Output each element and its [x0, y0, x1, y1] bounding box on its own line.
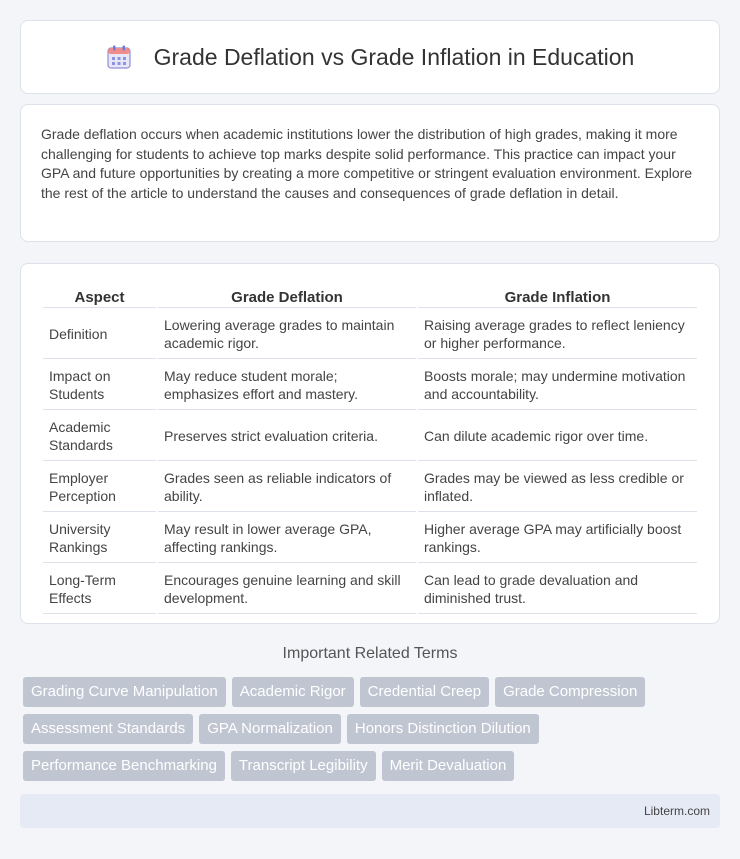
table-row	[43, 463, 697, 512]
cell-inflation: Raising average grades to reflect leniency or higher performance.	[418, 310, 697, 359]
cell-deflation: Preserves strict evaluation criteria.	[158, 412, 416, 461]
calendar-icon	[106, 44, 132, 70]
header-aspect: Aspect	[43, 286, 156, 308]
related-term-tag[interactable]: Merit Devaluation	[382, 751, 515, 781]
table-row	[43, 565, 697, 614]
related-term-tag[interactable]: Honors Distinction Dilution	[347, 714, 539, 744]
header-grade-deflation: Grade Deflation	[158, 286, 416, 308]
cell-deflation: Grades seen as reliable indicators of ability.	[158, 463, 416, 512]
table-header-row	[43, 286, 697, 308]
related-term-tag[interactable]: Grade Compression	[495, 677, 645, 707]
comparison-table	[41, 284, 699, 616]
cell-inflation: Boosts morale; may undermine motivation and accountability.	[418, 361, 697, 410]
cell-deflation: May reduce student morale; emphasizes effort and mastery.	[158, 361, 416, 410]
cell-aspect: Definition	[43, 310, 156, 359]
header-grade-inflation: Grade Inflation	[418, 286, 697, 308]
related-term-tag[interactable]: Credential Creep	[360, 677, 489, 707]
table-row	[43, 310, 697, 359]
cell-inflation: Can lead to grade devaluation and diminished trust.	[418, 565, 697, 614]
cell-aspect: University Rankings	[43, 514, 156, 563]
cell-aspect: Long-Term Effects	[43, 565, 156, 614]
cell-aspect: Impact on Students	[43, 361, 156, 410]
cell-deflation: May result in lower average GPA, affecting rankings.	[158, 514, 416, 563]
related-term-tag[interactable]: Transcript Legibility	[231, 751, 376, 781]
cell-inflation: Grades may be viewed as less credible or inflated.	[418, 463, 697, 512]
related-term-tag[interactable]: GPA Normalization	[199, 714, 341, 744]
cell-inflation: Higher average GPA may artificially boost rankings.	[418, 514, 697, 563]
table-row	[43, 514, 697, 563]
intro-card	[20, 104, 720, 242]
cell-aspect: Academic Standards	[43, 412, 156, 461]
cell-deflation: Lowering average grades to maintain academic rigor.	[158, 310, 416, 359]
comparison-table-card	[20, 263, 720, 624]
related-term-tag[interactable]: Performance Benchmarking	[23, 751, 225, 781]
intro-text: Grade deflation occurs when academic institutions lower the distribution of high grades, making it more challenging for students to achieve top marks despite solid performance. This practice can impact your GPA and future opportunities by creating a more competitive or stringent evaluation environment. Explore the rest of the article to understand the causes and consequences of grade deflation in detail.	[41, 126, 693, 201]
footer-site-link[interactable]: Libterm.com	[643, 804, 710, 818]
cell-aspect: Employer Perception	[43, 463, 156, 512]
footer	[20, 794, 720, 828]
related-terms-title: Important Related Terms	[282, 645, 458, 662]
cell-deflation: Encourages genuine learning and skill development.	[158, 565, 416, 614]
related-term-tag[interactable]: Grading Curve Manipulation	[23, 677, 226, 707]
related-term-tag[interactable]: Academic Rigor	[232, 677, 354, 707]
title-card	[20, 20, 720, 94]
table-row	[43, 412, 697, 461]
page-title: Grade Deflation vs Grade Inflation in Education	[153, 43, 635, 70]
cell-inflation: Can dilute academic rigor over time.	[418, 412, 697, 461]
related-term-tag[interactable]: Assessment Standards	[23, 714, 193, 744]
related-terms-list	[23, 677, 723, 788]
table-row	[43, 361, 697, 410]
